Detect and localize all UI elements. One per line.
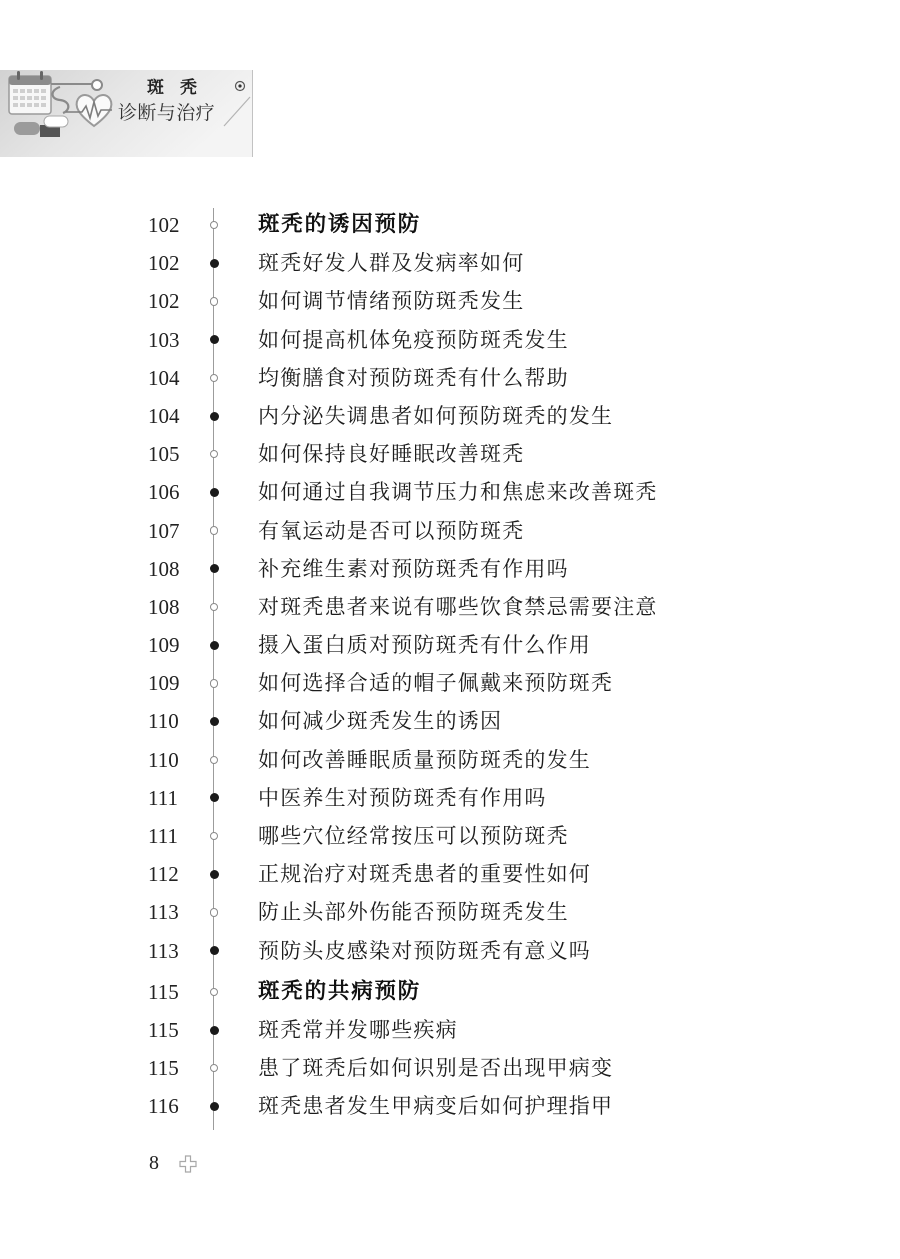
page-number: 103 xyxy=(148,327,180,352)
filled-dot-icon xyxy=(210,870,219,879)
toc-entry xyxy=(0,435,900,473)
filled-dot-icon xyxy=(210,412,219,421)
hollow-circle-icon xyxy=(210,297,218,305)
toc-section xyxy=(0,973,900,1126)
page-number: 115 xyxy=(148,1056,179,1081)
calendar-icon xyxy=(9,71,51,114)
entry-title: 如何保持良好睡眠改善斑秃 xyxy=(258,442,525,467)
entry-title: 如何通过自我调节压力和焦虑来改善斑秃 xyxy=(258,480,658,505)
toc-entry xyxy=(0,741,900,779)
toc-entry xyxy=(0,1011,900,1049)
page-number: 107 xyxy=(148,518,180,543)
filled-dot-icon xyxy=(210,793,219,802)
hollow-circle-icon xyxy=(210,908,218,916)
toc-entry xyxy=(0,893,900,931)
toc-section-heading xyxy=(0,206,900,244)
entry-title: 内分泌失调患者如何预防斑秃的发生 xyxy=(258,403,614,428)
book-subtitle: 诊断与治疗 xyxy=(118,102,216,124)
medical-cross-icon xyxy=(179,1155,197,1173)
page-number: 108 xyxy=(148,556,180,581)
filled-dot-icon xyxy=(210,946,219,955)
page-number: 106 xyxy=(148,480,180,505)
filled-dot-icon xyxy=(210,641,219,650)
hollow-circle-icon xyxy=(210,526,218,534)
hollow-circle-icon xyxy=(210,756,218,764)
hollow-circle-icon xyxy=(210,450,218,458)
filled-dot-icon xyxy=(210,335,219,344)
entry-title: 斑秃常并发哪些疾病 xyxy=(258,1017,458,1042)
filled-dot-icon xyxy=(210,717,219,726)
toc-entry xyxy=(0,1087,900,1125)
page-number: 102 xyxy=(148,289,180,314)
toc-section xyxy=(0,206,900,970)
toc-entry xyxy=(0,321,900,359)
hollow-circle-icon xyxy=(210,679,218,687)
filled-dot-icon xyxy=(210,259,219,268)
entry-title: 正规治疗对斑秃患者的重要性如何 xyxy=(258,862,591,887)
folio-page-number: 8 xyxy=(149,1152,159,1174)
toc-entry xyxy=(0,397,900,435)
page-number: 115 xyxy=(148,1017,179,1042)
entry-title: 补充维生素对预防斑秃有作用吗 xyxy=(258,556,569,581)
page-number: 109 xyxy=(148,671,180,696)
filled-dot-icon xyxy=(210,1102,219,1111)
page-number: 113 xyxy=(148,900,179,925)
entry-title: 患了斑秃后如何识别是否出现甲病变 xyxy=(258,1056,614,1081)
page-number: 110 xyxy=(148,747,179,772)
toc-entry xyxy=(0,626,900,664)
table-of-contents xyxy=(0,206,900,1126)
filled-dot-icon xyxy=(210,1026,219,1035)
entry-title: 如何选择合适的帽子佩戴来预防斑秃 xyxy=(258,671,614,696)
toc-section-heading xyxy=(0,973,900,1011)
page-number: 111 xyxy=(148,824,178,848)
entry-title: 对斑秃患者来说有哪些饮食禁忌需要注意 xyxy=(258,594,658,619)
book-title: 斑秃 xyxy=(147,78,213,98)
hollow-circle-icon xyxy=(210,374,218,382)
entry-title: 防止头部外伤能否预防斑秃发生 xyxy=(258,900,569,925)
entry-title: 如何改善睡眠质量预防斑秃的发生 xyxy=(258,747,591,772)
toc-entry xyxy=(0,244,900,282)
page-number: 115 xyxy=(148,979,179,1004)
entry-title: 斑秃好发人群及发病率如何 xyxy=(258,251,525,276)
hollow-circle-icon xyxy=(210,832,218,840)
toc-entry xyxy=(0,359,900,397)
toc-entry xyxy=(0,1049,900,1087)
page-number: 111 xyxy=(148,785,178,810)
toc-entry xyxy=(0,932,900,970)
entry-title: 如何调节情绪预防斑秃发生 xyxy=(258,289,525,314)
entry-title: 均衡膳食对预防斑秃有什么帮助 xyxy=(258,365,569,390)
page-number: 112 xyxy=(148,862,179,887)
page-number: 105 xyxy=(148,442,180,467)
entry-title: 哪些穴位经常按压可以预防斑秃 xyxy=(258,824,569,848)
toc-entry xyxy=(0,473,900,511)
hollow-circle-icon xyxy=(210,1064,218,1072)
page-number: 104 xyxy=(148,365,180,390)
toc-entry xyxy=(0,664,900,702)
toc-entry xyxy=(0,550,900,588)
hollow-circle-icon xyxy=(210,221,218,229)
toc-entry xyxy=(0,588,900,626)
hollow-circle-icon xyxy=(210,603,218,611)
page-number: 108 xyxy=(148,594,180,619)
page-number: 104 xyxy=(148,403,180,428)
filled-dot-icon xyxy=(210,488,219,497)
filled-dot-icon xyxy=(210,564,219,573)
section-title: 斑秃的诱因预防 xyxy=(258,212,422,237)
page-number: 102 xyxy=(148,213,180,237)
entry-title: 如何减少斑秃发生的诱因 xyxy=(258,709,503,734)
entry-title: 中医养生对预防斑秃有作用吗 xyxy=(258,785,547,810)
entry-title: 如何提高机体免疫预防斑秃发生 xyxy=(258,327,569,352)
entry-title: 摄入蛋白质对预防斑秃有什么作用 xyxy=(258,633,591,658)
toc-entry xyxy=(0,512,900,550)
running-header xyxy=(0,66,256,160)
page-number: 116 xyxy=(148,1094,179,1119)
entry-title: 斑秃患者发生甲病变后如何护理指甲 xyxy=(258,1094,614,1119)
page-number: 113 xyxy=(148,938,179,963)
entry-title: 有氧运动是否可以预防斑秃 xyxy=(258,518,525,543)
section-title: 斑秃的共病预防 xyxy=(258,978,422,1004)
page-number: 109 xyxy=(148,633,180,658)
toc-entry xyxy=(0,817,900,855)
entry-title: 预防头皮感染对预防斑秃有意义吗 xyxy=(258,938,591,963)
page-number: 110 xyxy=(148,709,179,734)
toc-entry xyxy=(0,779,900,817)
toc-entry xyxy=(0,855,900,893)
toc-entry xyxy=(0,702,900,740)
page-number: 102 xyxy=(148,251,180,276)
hollow-circle-icon xyxy=(210,988,218,996)
toc-entry xyxy=(0,282,900,320)
